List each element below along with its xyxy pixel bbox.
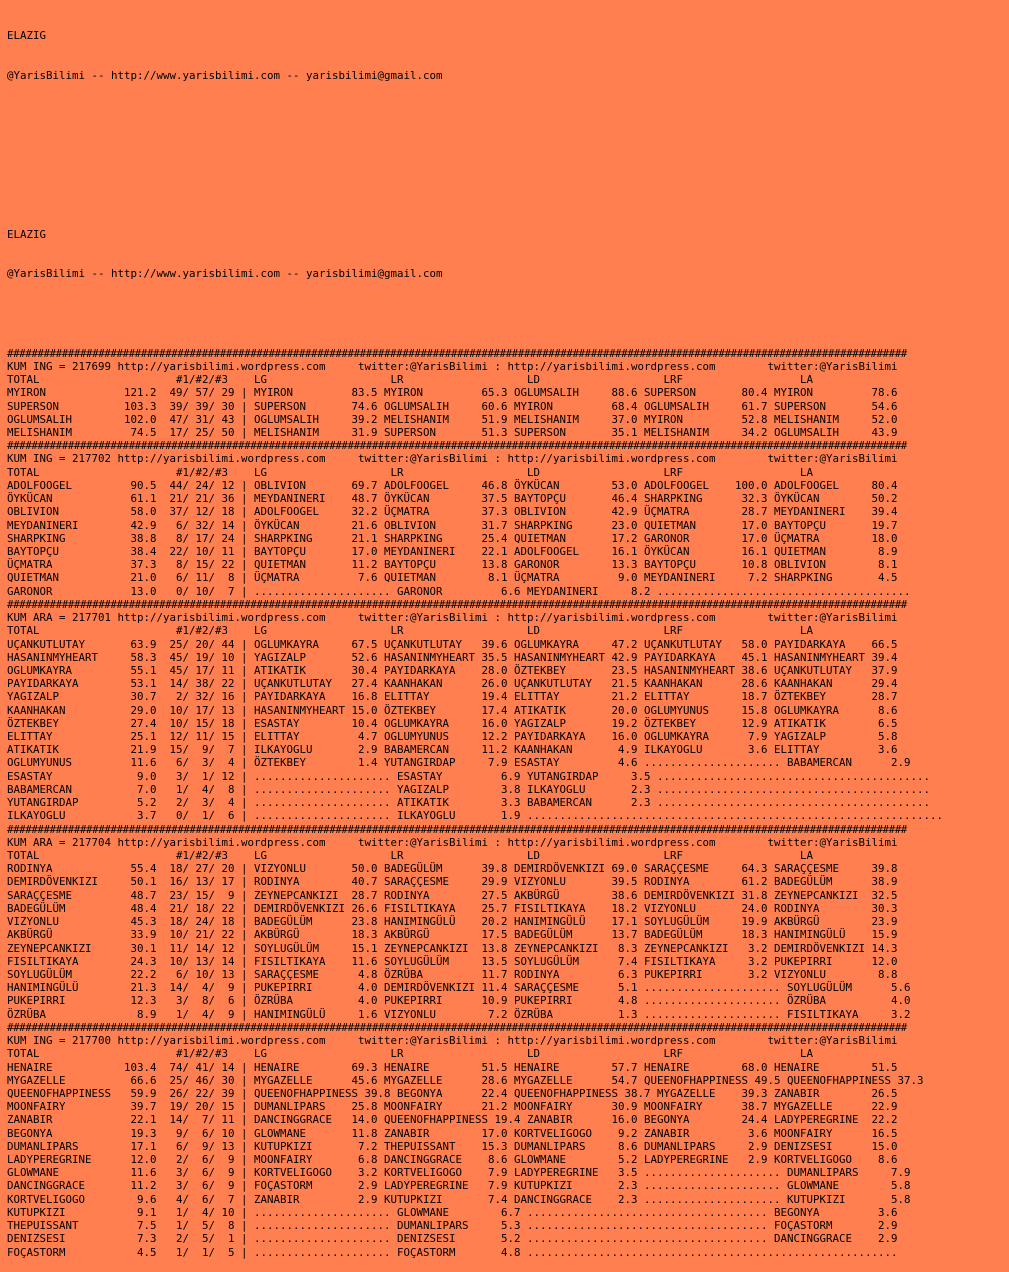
column-header: TOTAL #1/#2/#3 LG LR LD LRF LA (7, 373, 814, 387)
table-row: KUTUPKIZI 9.1 1/ 4/ 10 | ..................... GLOWMANE 6.7 ..................................... BEGONYA 3.6 (7, 1205, 898, 1219)
table-row: MYIRON 121.2 49/ 57/ 29 | MYIRON 83.5 MYIRON 65.3 OGLUMSALIH 88.6 SUPERSON 80.4 MYIRON 78.6 (7, 386, 898, 400)
table-row: SHARPKING 38.8 8/ 17/ 24 | SHARPKING 21.1 SHARPKING 25.4 QUIETMAN 17.2 GARONOR 17.0 ÜÇMATRA 18.0 (7, 531, 898, 545)
race-tables (7, 347, 943, 1259)
header-city: ELAZIG (7, 29, 47, 43)
race-block (7, 1021, 943, 1259)
table-row: ZANABIR 22.1 14/ 7/ 11 | DANCINGGRACE 14.0 QUEENOFHAPPINESS 19.4 ZANABIR 16.0 BEGONYA 24.4 LADYPEREGRINE 22.2 (7, 1113, 898, 1127)
table-row: ATIKATIK 21.9 15/ 9/ 7 | ILKAYOGLU 2.9 BABAMERCAN 11.2 KAANHAKAN 4.9 ILKAYOGLU 3.6 ELITTAY 3.6 (7, 743, 898, 757)
header-contact: @YarisBilimi -- http://www.yarisbilimi.com -- yarisbilimi@gmail.com (7, 267, 443, 281)
separator-rule: #################################################################################################################################################### (7, 597, 907, 611)
table-row: DUMANLIPARS 17.1 6/ 9/ 13 | KUTUPKIZI 7.2 THEPUISSANT 15.3 DUMANLIPARS 8.6 DUMANLIPARS 2.9 DENIZSESI 15.0 (7, 1139, 898, 1153)
table-row: ILKAYOGLU 3.7 0/ 1/ 6 | ..................... ILKAYOGLU 1.9 ................................................................ (7, 809, 944, 823)
table-row: UÇANKUTLUTAY 63.9 25/ 20/ 44 | OGLUMKAYRA 67.5 UÇANKUTLUTAY 39.6 OGLUMKAYRA 47.2 UÇANKUTLUTAY 58.0 PAYIDARKAYA 66.5 (7, 637, 898, 651)
report-page (7, 3, 943, 1272)
race-block (7, 823, 943, 1021)
race-title: KUM ING = 217699 http://yarisbilimi.wordpress.com twitter:@YarisBilimi : http://yarisbilimi.wordpress.com twitter:@YarisBilimi (7, 359, 898, 373)
table-row: GARONOR 13.0 0/ 10/ 7 | ..................... GARONOR 6.6 MEYDANINERI 8.2 ....................................... (7, 584, 911, 598)
table-row: THEPUISSANT 7.5 1/ 5/ 8 | ..................... DUMANLIPARS 5.3 ..................................... FOÇASTORM 2.9 (7, 1219, 898, 1233)
table-row: ESASTAY 9.0 3/ 1/ 12 | ..................... ESASTAY 6.9 YUTANGIRDAP 3.5 .......................................... (7, 769, 931, 783)
race-block (7, 347, 943, 440)
table-row: BAYTOPÇU 38.4 22/ 10/ 11 | BAYTOPÇU 17.0 MEYDANINERI 22.1 ADOLFOOGEL 16.1 ÖYKÜCAN 16.1 QUIETMAN 8.9 (7, 544, 898, 558)
table-row: RODINYA 55.4 18/ 27/ 20 | VIZYONLU 50.0 BADEGÜLÜM 39.8 DEMIRDÖVENKIZI 69.0 SARAÇÇESME 64.3 SARAÇÇESME 39.8 (7, 862, 898, 876)
separator-rule: #################################################################################################################################################### (7, 439, 907, 453)
table-row: PAYIDARKAYA 53.1 14/ 38/ 22 | UÇANKUTLUTAY 27.4 KAANHAKAN 26.0 UÇANKUTLUTAY 21.5 KAANHAKAN 28.6 KAANHAKAN 29.4 (7, 677, 898, 691)
separator-rule: #################################################################################################################################################### (7, 1020, 907, 1034)
race-title: KUM ING = 217700 http://yarisbilimi.wordpress.com twitter:@YarisBilimi : http://yarisbilimi.wordpress.com twitter:@YarisBilimi (7, 1034, 898, 1048)
table-row: QUIETMAN 21.0 6/ 11/ 8 | ÜÇMATRA 7.6 QUIETMAN 8.1 ÜÇMATRA 9.0 MEYDANINERI 7.2 SHARPKING 4.5 (7, 571, 898, 585)
table-row: MOONFAIRY 39.7 19/ 20/ 15 | DUMANLIPARS 25.8 MOONFAIRY 21.2 MOONFAIRY 30.9 MOONFAIRY 38.7 MYGAZELLE 22.9 (7, 1100, 898, 1114)
table-row: ÜÇMATRA 37.3 8/ 15/ 22 | QUIETMAN 11.2 BAYTOPÇU 13.8 GARONOR 13.3 BAYTOPÇU 10.8 OBLIVION 8.1 (7, 558, 898, 572)
table-row: HANIMINGÜLÜ 21.3 14/ 4/ 9 | PUKEPIRRI 4.0 DEMIRDÖVENKIZI 11.4 SARAÇÇESME 5.1 ..................... SOYLUGÜLÜM 5.6 (7, 981, 911, 995)
column-header: TOTAL #1/#2/#3 LG LR LD LRF LA (7, 465, 814, 479)
table-row: ZEYNEPCANKIZI 30.1 11/ 14/ 12 | SOYLUGÜLÜM 15.1 ZEYNEPCANKIZI 13.8 ZEYNEPCANKIZI 8.3 ZEYNEPCANKIZI 3.2 DEMIRDÖVENKIZI 14.3 (7, 941, 898, 955)
race-title: KUM ARA = 217701 http://yarisbilimi.wordpress.com twitter:@YarisBilimi : http://yarisbilimi.wordpress.com twitter:@YarisBilimi (7, 611, 898, 625)
table-row: DENIZSESI 7.3 2/ 5/ 1 | ..................... DENIZSESI 5.2 ..................................... DANCINGGRACE 2.9 (7, 1232, 898, 1246)
table-row: ADOLFOOGEL 90.5 44/ 24/ 12 | OBLIVION 69.7 ADOLFOOGEL 46.8 ÖYKÜCAN 53.0 ADOLFOOGEL 100.0 ADOLFOOGEL 80.4 (7, 478, 898, 492)
race-block (7, 598, 943, 823)
table-row: OGLUMSALIH 102.0 47/ 31/ 43 | OGLUMSALIH 39.2 MELISHANIM 51.9 MELISHANIM 37.0 MYIRON 52.8 MELISHANIM 52.0 (7, 412, 898, 426)
table-row: BADEGÜLÜM 48.4 21/ 18/ 22 | DEMIRDÖVENKIZI 26.6 FISILTIKAYA 25.7 FISILTIKAYA 18.2 VIZYONLU 24.0 RODINYA 30.3 (7, 901, 898, 915)
blank-line (7, 307, 943, 320)
blank-line (7, 109, 943, 122)
blank-line (7, 148, 943, 161)
separator-rule: #################################################################################################################################################### (7, 346, 907, 360)
table-row: PUKEPIRRI 12.3 3/ 8/ 6 | ÖZRÜBA 4.0 PUKEPIRRI 10.9 PUKEPIRRI 4.8 ..................... ÖZRÜBA 4.0 (7, 994, 911, 1008)
header-city: ELAZIG (7, 227, 47, 241)
race-block (7, 439, 943, 598)
table-row: MELISHANIM 74.5 17/ 25/ 50 | MELISHANIM 31.9 SUPERSON 51.3 SUPERSON 35.1 MELISHANIM 34.2 OGLUMSALIH 43.9 (7, 426, 898, 439)
table-row: OGLUMYUNUS 11.6 6/ 3/ 4 | ÖZTEKBEY 1.4 YUTANGIRDAP 7.9 ESASTAY 4.6 ..................... BABAMERCAN 2.9 (7, 756, 911, 770)
table-row: YAGIZALP 30.7 2/ 32/ 16 | PAYIDARKAYA 16.8 ELITTAY 19.4 ELITTAY 21.2 ELITTAY 18.7 ÖZTEKBEY 28.7 (7, 690, 898, 704)
table-row: LADYPEREGRINE 12.0 2/ 6/ 9 | MOONFAIRY 6.8 DANCINGGRACE 8.6 GLOWMANE 5.2 LADYPEREGRINE 2.9 KORTVELIGOGO 8.6 (7, 1153, 898, 1167)
table-row: ÖYKÜCAN 61.1 21/ 21/ 36 | MEYDANINERI 48.7 ÖYKÜCAN 37.5 BAYTOPÇU 46.4 SHARPKING 32.3 ÖYKÜCAN 50.2 (7, 492, 898, 506)
race-title: KUM ARA = 217704 http://yarisbilimi.wordpress.com twitter:@YarisBilimi : http://yarisbilimi.wordpress.com twitter:@YarisBilimi (7, 835, 898, 849)
table-row: MEYDANINERI 42.9 6/ 32/ 14 | ÖYKÜCAN 21.6 OBLIVION 31.7 SHARPKING 23.0 QUIETMAN 17.0 BAYTOPÇU 19.7 (7, 518, 898, 532)
blank-line (7, 188, 943, 201)
column-header: TOTAL #1/#2/#3 LG LR LD LRF LA (7, 1047, 814, 1061)
table-row: FOÇASTORM 4.5 1/ 1/ 5 | ..................... FOÇASTORM 4.8 ......................................................... (7, 1245, 898, 1259)
table-row: VIZYONLU 45.3 18/ 24/ 18 | BADEGÜLÜM 23.8 HANIMINGÜLÜ 20.2 HANIMINGÜLÜ 17.1 SOYLUGÜLÜM 19.9 AKBÜRGÜ 23.9 (7, 915, 898, 929)
table-row: MYGAZELLE 66.6 25/ 46/ 30 | MYGAZELLE 45.6 MYGAZELLE 28.6 MYGAZELLE 54.7 QUEENOFHAPPINESS 49.5 QUEENOFHAPPINESS 37.3 (7, 1073, 924, 1087)
table-row: QUEENOFHAPPINESS 59.9 26/ 22/ 39 | QUEENOFHAPPINESS 39.8 BEGONYA 22.4 QUEENOFHAPPINESS 38.7 MYGAZELLE 39.3 ZANABIR 26.5 (7, 1086, 898, 1100)
table-row: SUPERSON 103.3 39/ 39/ 30 | SUPERSON 74.6 OGLUMSALIH 60.6 MYIRON 68.4 OGLUMSALIH 61.7 SUPERSON 54.6 (7, 399, 898, 413)
column-header: TOTAL #1/#2/#3 LG LR LD LRF LA (7, 624, 814, 638)
table-row: DEMIRDÖVENKIZI 50.1 16/ 13/ 17 | RODINYA 40.7 SARAÇÇESME 29.9 VIZYONLU 39.5 RODINYA 61.2 BADEGÜLÜM 38.9 (7, 875, 898, 889)
table-row: HENAIRE 103.4 74/ 41/ 14 | HENAIRE 69.3 HENAIRE 51.5 HENAIRE 57.7 HENAIRE 68.0 HENAIRE 51.5 (7, 1060, 898, 1074)
table-row: SARAÇÇESME 48.7 23/ 15/ 9 | ZEYNEPCANKIZI 28.7 RODINYA 27.5 AKBÜRGÜ 38.6 DEMIRDÖVENKIZI 31.8 ZEYNEPCANKIZI 32.5 (7, 888, 898, 902)
race-title: KUM ING = 217702 http://yarisbilimi.wordpress.com twitter:@YarisBilimi : http://yarisbilimi.wordpress.com twitter:@YarisBilimi (7, 452, 898, 466)
table-row: AKBÜRGÜ 33.9 10/ 21/ 22 | AKBÜRGÜ 18.3 AKBÜRGÜ 17.5 BADEGÜLÜM 13.7 BADEGÜLÜM 18.3 HANIMINGÜLÜ 15.9 (7, 928, 898, 942)
table-row: ÖZTEKBEY 27.4 10/ 15/ 18 | ESASTAY 10.4 OGLUMKAYRA 16.0 YAGIZALP 19.2 ÖZTEKBEY 12.9 ATIKATIK 6.5 (7, 716, 898, 730)
table-row: SOYLUGÜLÜM 22.2 6/ 10/ 13 | SARAÇÇESME 4.8 ÖZRÜBA 11.7 RODINYA 6.3 PUKEPIRRI 3.2 VIZYONLU 8.8 (7, 967, 898, 981)
table-row: ÖZRÜBA 8.9 1/ 4/ 9 | HANIMINGÜLÜ 1.6 VIZYONLU 7.2 ÖZRÜBA 1.3 ..................... FISILTIKAYA 3.2 (7, 1007, 911, 1021)
table-row: OBLIVION 58.0 37/ 12/ 18 | ADOLFOOGEL 32.2 ÜÇMATRA 37.3 OBLIVION 42.9 ÜÇMATRA 28.7 MEYDANINERI 39.4 (7, 505, 898, 519)
table-row: FISILTIKAYA 24.3 10/ 13/ 14 | FISILTIKAYA 11.6 SOYLUGÜLÜM 13.5 SOYLUGÜLÜM 7.4 FISILTIKAYA 3.2 PUKEPIRRI 12.0 (7, 954, 898, 968)
header-contact: @YarisBilimi -- http://www.yarisbilimi.com -- yarisbilimi@gmail.com (7, 69, 443, 83)
table-row: BABAMERCAN 7.0 1/ 4/ 8 | ..................... YAGIZALP 3.8 ILKAYOGLU 2.3 .......................................... (7, 782, 931, 796)
separator-rule: #################################################################################################################################################### (7, 822, 907, 836)
table-row: ELITTAY 25.1 12/ 11/ 15 | ELITTAY 4.7 OGLUMYUNUS 12.2 PAYIDARKAYA 16.0 OGLUMKAYRA 7.9 YAGIZALP 5.8 (7, 730, 898, 744)
table-row: GLOWMANE 11.6 3/ 6/ 9 | KORTVELIGOGO 3.2 KORTVELIGOGO 7.9 LADYPEREGRINE 3.5 ..................... DUMANLIPARS 7.9 (7, 1166, 911, 1180)
table-row: OGLUMKAYRA 55.1 45/ 17/ 11 | ATIKATIK 30.4 PAYIDARKAYA 28.0 ÖZTEKBEY 23.5 HASANINMYHEART 38.6 UÇANKUTLUTAY 37.9 (7, 663, 898, 677)
table-row: DANCINGGRACE 11.2 3/ 6/ 9 | FOÇASTORM 2.9 LADYPEREGRINE 7.9 KUTUPKIZI 2.3 ..................... GLOWMANE 5.8 (7, 1179, 911, 1193)
table-row: KORTVELIGOGO 9.6 4/ 6/ 7 | ZANABIR 2.9 KUTUPKIZI 7.4 DANCINGGRACE 2.3 ..................... KUTUPKIZI 5.8 (7, 1192, 911, 1206)
table-row: BEGONYA 19.3 9/ 6/ 10 | GLOWMANE 11.8 ZANABIR 17.0 KORTVELIGOGO 9.2 ZANABIR 3.6 MOONFAIRY 16.5 (7, 1126, 898, 1140)
table-row: KAANHAKAN 29.0 10/ 17/ 13 | HASANINMYHEART 15.0 ÖZTEKBEY 17.4 ATIKATIK 20.0 OGLUMYUNUS 15.8 OGLUMKAYRA 8.6 (7, 703, 898, 717)
column-header: TOTAL #1/#2/#3 LG LR LD LRF LA (7, 849, 814, 862)
table-row: HASANINMYHEART 58.3 45/ 19/ 10 | YAGIZALP 52.6 HASANINMYHEART 35.5 HASANINMYHEART 42.9 PAYIDARKAYA 45.1 HASANINMYHEART 39.4 (7, 650, 898, 664)
table-row: YUTANGIRDAP 5.2 2/ 3/ 4 | ..................... ATIKATIK 3.3 BABAMERCAN 2.3 .......................................... (7, 796, 931, 810)
